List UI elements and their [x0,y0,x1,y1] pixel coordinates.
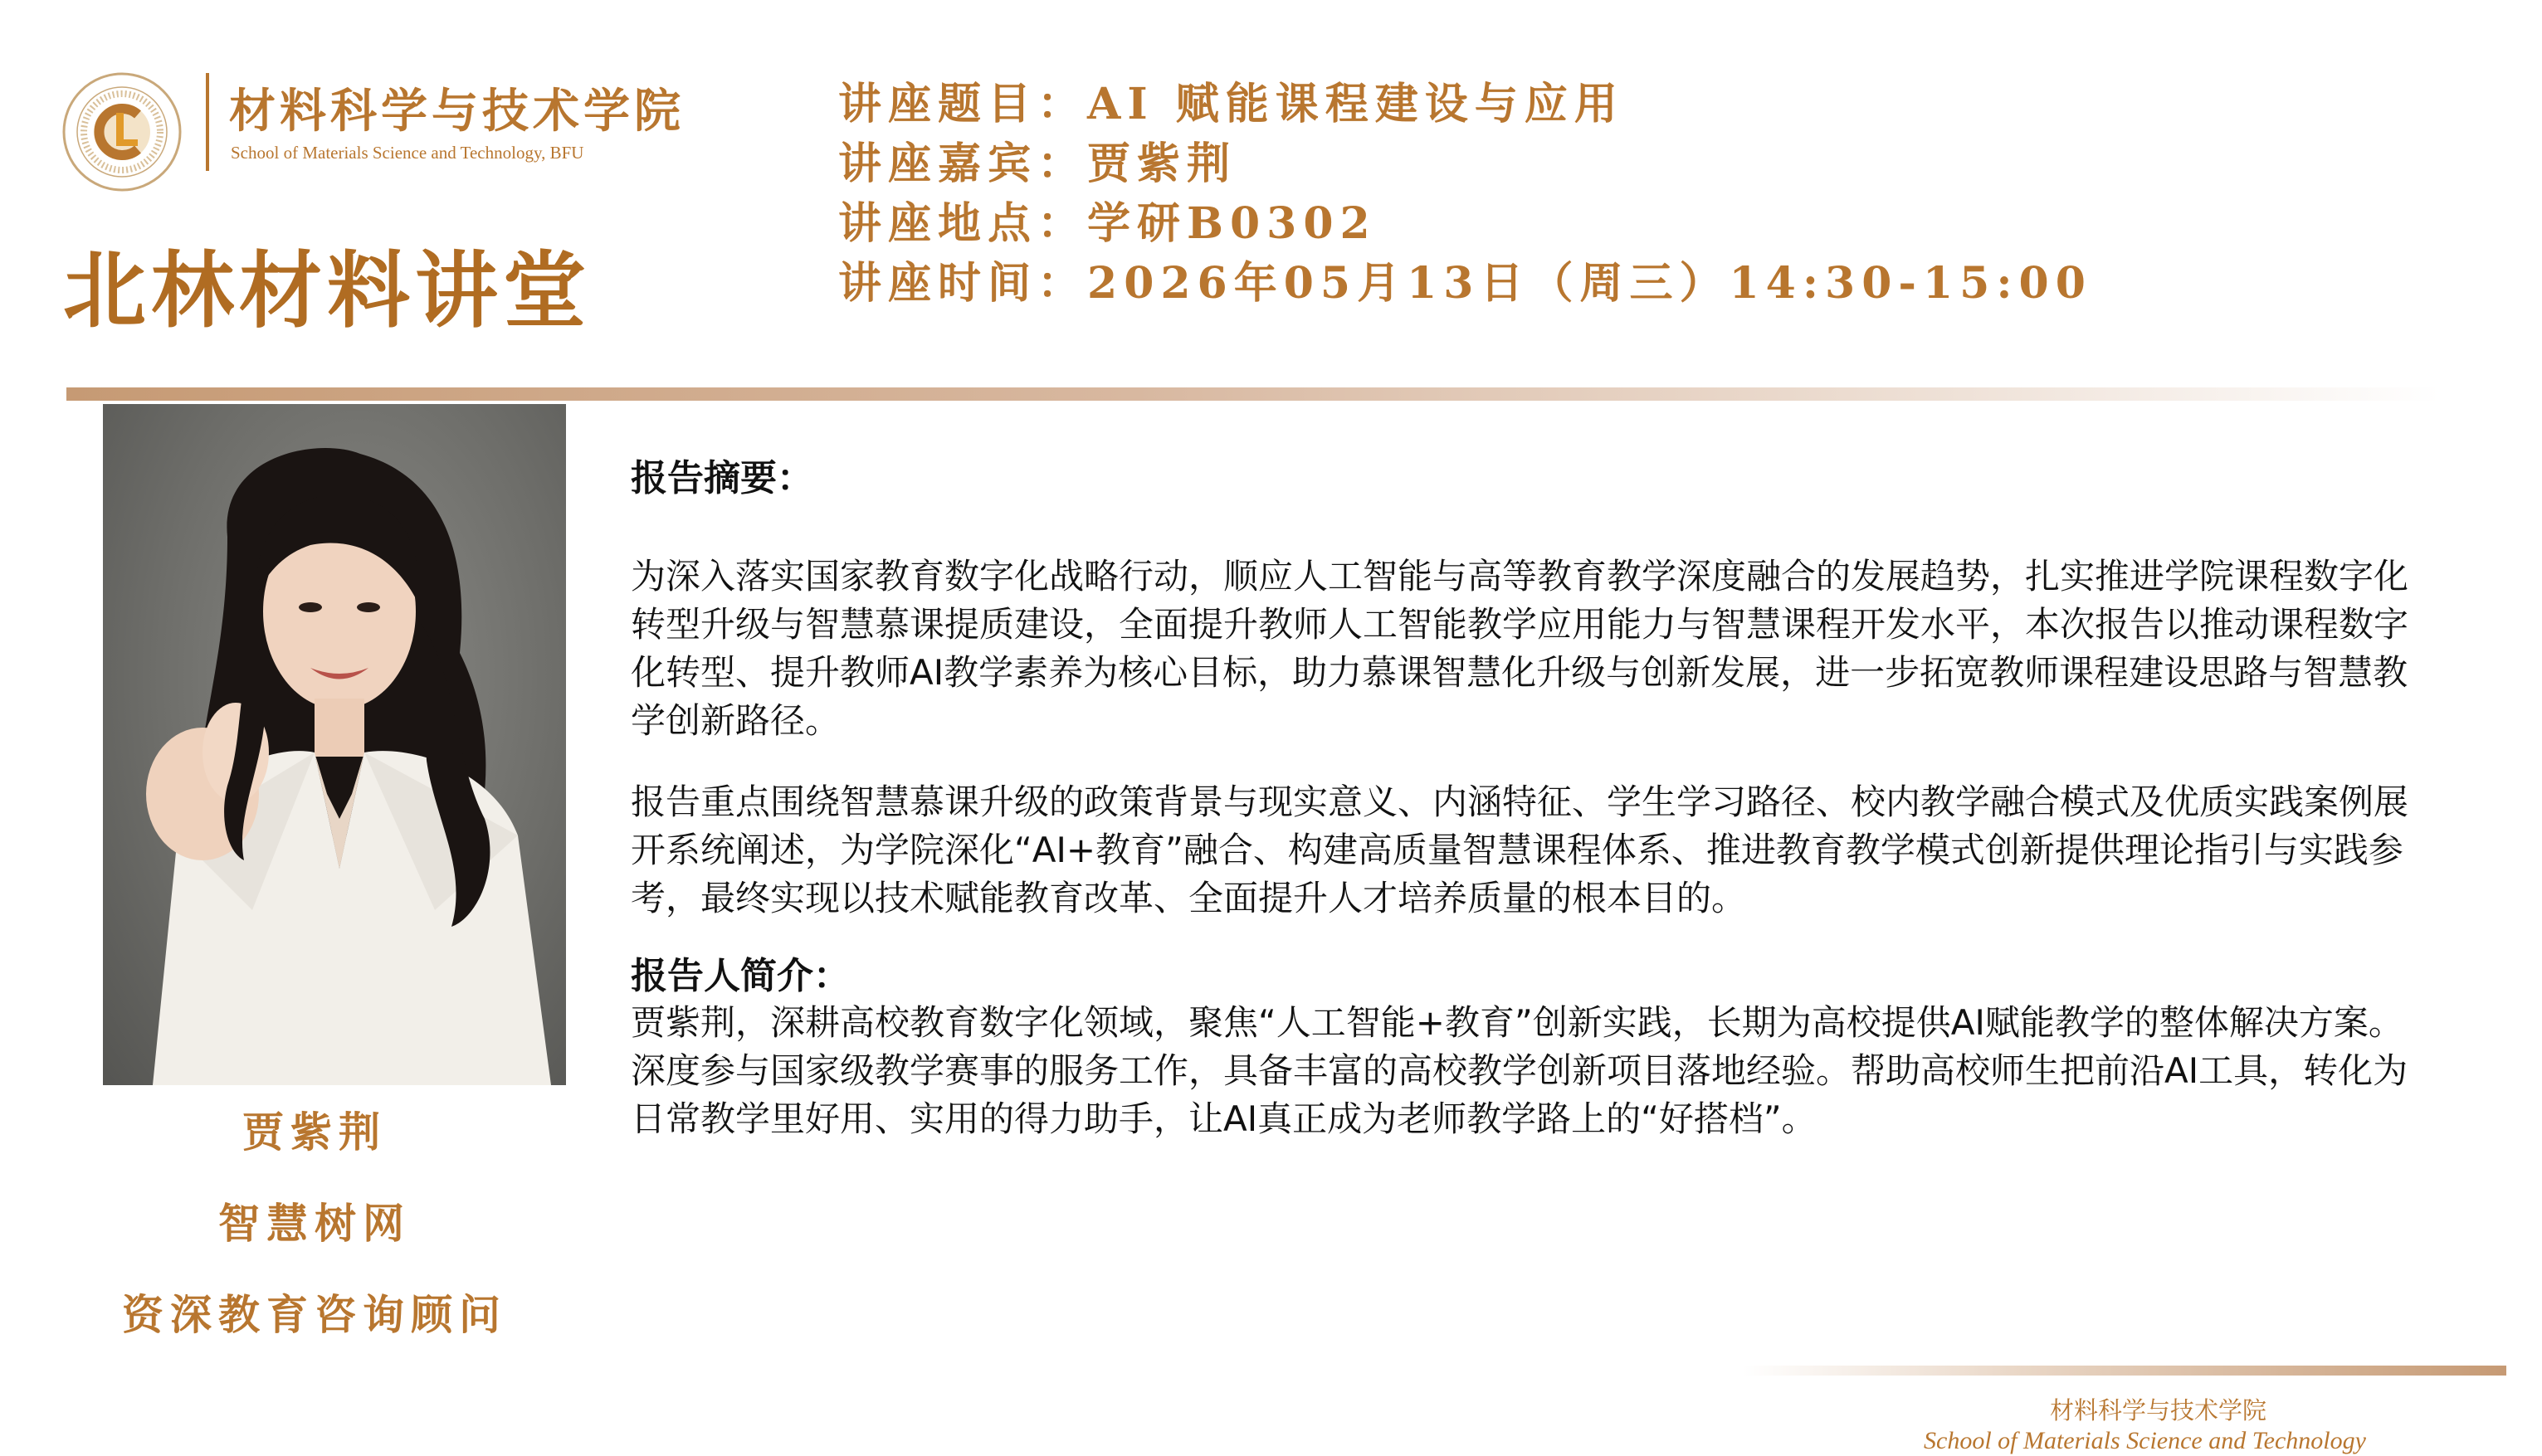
summary-paragraph-2: 报告重点围绕智慧慕课升级的政策背景与现实意义、内涵特征、学生学习路径、校内教学融合模式及优质实践案例展开系统阐述，为学院深化“AI+教育”融合、构建高质量智慧课程体系、推进教育教学模式创新提供理论指引与实践参考，最终实现以技术赋能教育改革、全面提升人才培养质量的根本目的。 [631,782,2409,918]
lecture-time-value: 2026年05月13日（周三）14:30-15:00 [1087,257,2092,309]
footer-school-en: School of Materials Science and Technology [1924,1427,2366,1454]
lecture-info [838,70,2092,309]
speaker-org: 智慧树网 [218,1199,411,1248]
lecture-venue-value: 学研B0302 [1087,197,1377,249]
lecture-time-row [838,249,2092,309]
footer-divider [1743,1366,2506,1376]
report-content [631,448,2415,1143]
lecture-time-label: 讲座时间： [838,257,1088,309]
school-name-en: School of Materials Science and Technology, BFU [231,143,584,163]
bio-paragraph-1: 贾紫荆，深耕高校教育数字化领域，聚焦“人工智能+教育”创新实践，长期为高校提供AI赋能教学的整体解决方案。 [631,1002,2403,1043]
speaker-photo [103,404,566,1085]
speaker-caption [103,1087,526,1361]
school-name-cn: 材料科学与技术学院 [229,84,685,139]
summary-heading: 报告摘要： [631,457,813,499]
header-divider [66,387,2440,401]
bio-paragraph-2: 深度参与国家级教学赛事的服务工作，具备丰富的高校教学创新项目落地经验。帮助高校师生把前沿AI工具，转化为日常教学里好用、实用的得力助手，让AI真正成为老师教学路上的“好搭档”。 [631,1050,2408,1139]
lecture-guest-row [838,129,2092,189]
summary-paragraph-1: 为深入落实国家教育数字化战略行动，顺应人工智能与高等教育教学深度融合的发展趋势，扎实推进学院课程数字化转型升级与智慧慕课提质建设，全面提升教师人工智能教学应用能力与智慧课程开发水平，本次报告以推动课程数字化转型、提升教师AI教学素养为核心目标，助力慕课智慧化升级与创新发展，进一步拓宽教师课程建设思路与智慧教学创新路径。 [631,556,2409,741]
brand-title: 北林材料讲堂 [63,242,591,339]
lecture-topic-row [838,70,2092,129]
lecture-topic-label: 讲座题目： [838,78,1088,129]
lecture-venue-row [838,189,2092,249]
logo-divider [206,73,209,171]
speaker-name: 贾紫荆 [242,1108,387,1157]
lecture-guest-label: 讲座嘉宾： [838,138,1088,189]
college-logo [61,71,183,192]
lecture-guest-value: 贾紫荆 [1087,138,1237,189]
lecture-venue-label: 讲座地点： [838,197,1088,249]
bio-heading: 报告人简介： [631,955,850,997]
lecture-topic-value: AI 赋能课程建设与应用 [1087,78,1624,129]
speaker-title: 资深教育咨询顾问 [122,1290,507,1339]
footer-school-cn: 材料科学与技术学院 [2050,1396,2267,1424]
